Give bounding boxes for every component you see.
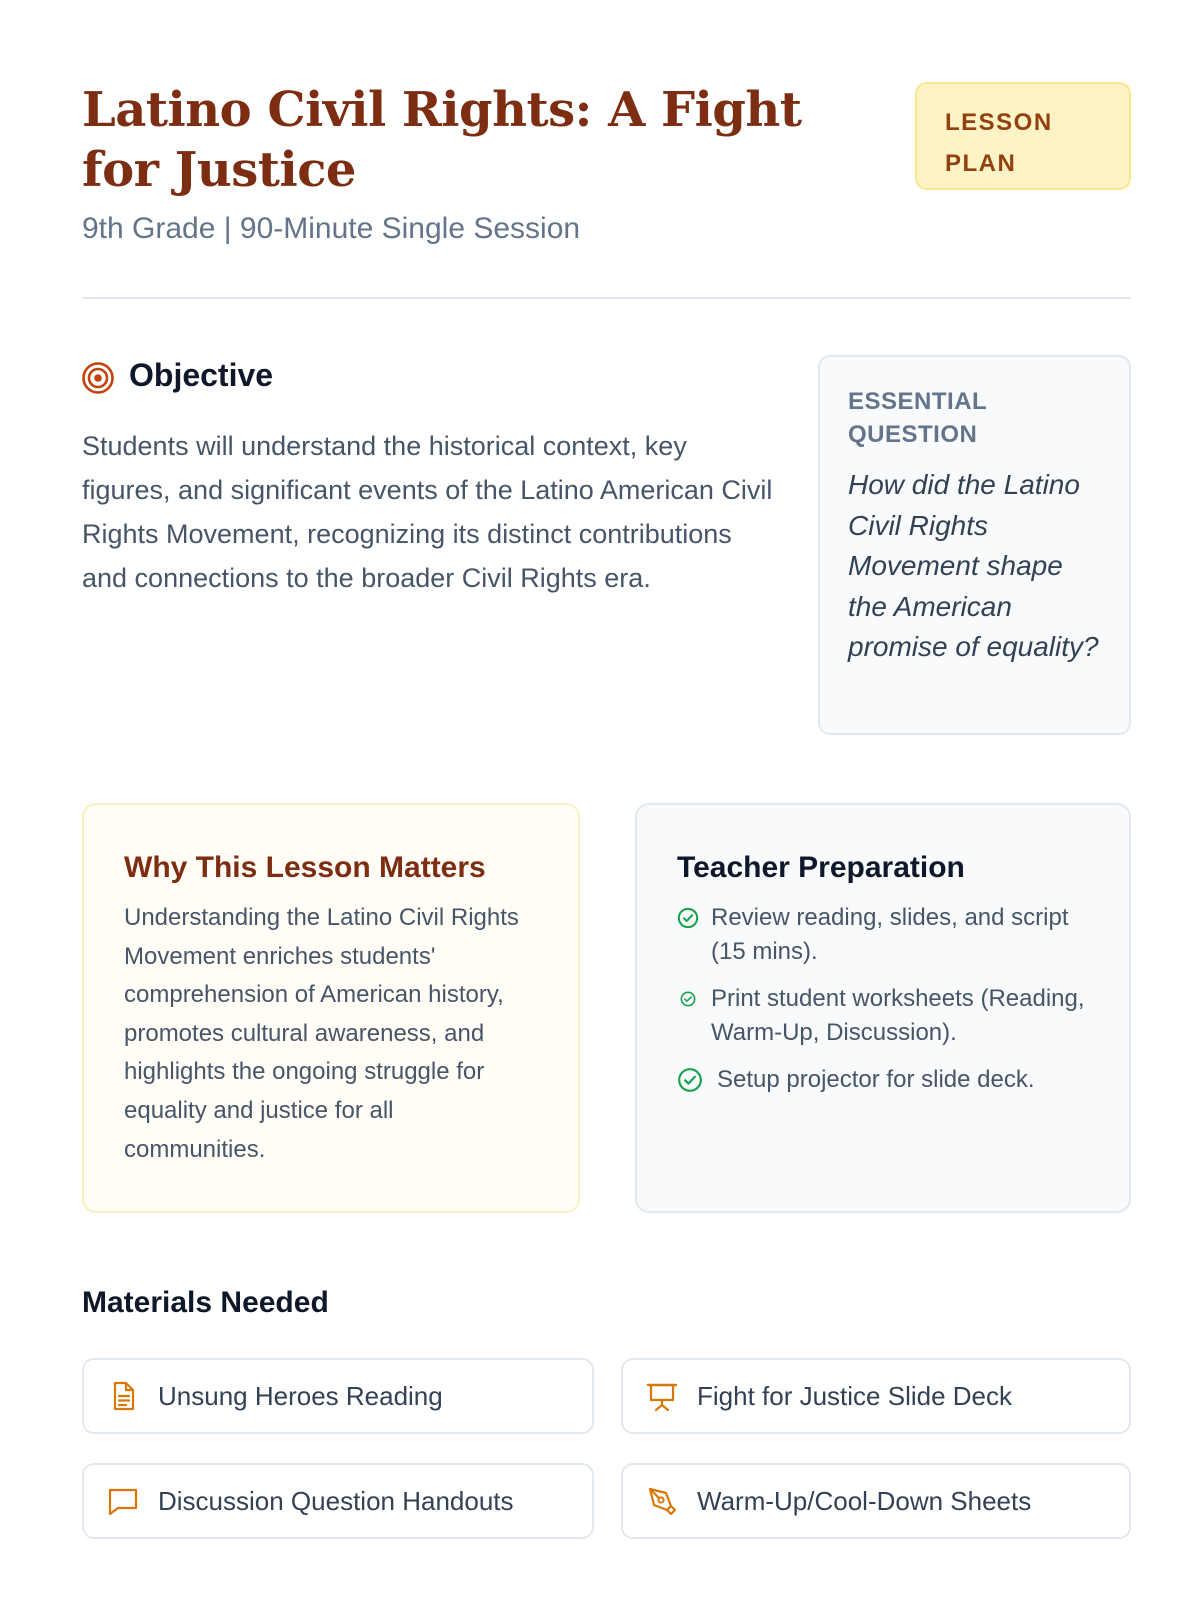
material-item-handouts (82, 1463, 594, 1539)
lesson-plan-badge: LESSON PLAN (915, 82, 1131, 190)
document-icon (106, 1379, 140, 1413)
check-circle-icon (677, 1067, 703, 1093)
page-title: Latino Civil Rights: A Fight for Justice (82, 82, 802, 198)
objective-text: Students will understand the historical context, key figures, and significant events of the Latino American Civil Rights Movement, recognizing its distinct contributions and connections to the broader Civil Rights era. (82, 431, 773, 593)
pen-tool-icon (645, 1484, 679, 1518)
essential-question-text: How did the Latino Civil Rights Movement shape the American promise of equality? (848, 469, 1099, 662)
header-divider (82, 297, 1131, 299)
teacher-preparation-heading: Teacher Preparation (677, 851, 965, 884)
target-icon (81, 361, 115, 395)
essential-question-card (818, 355, 1131, 735)
material-item-slide-deck (621, 1358, 1131, 1434)
check-circle-icon (680, 991, 696, 1007)
essential-question-label: ESSENTIAL QUESTION (848, 388, 987, 448)
page-subtitle: 9th Grade | 90-Minute Single Session (82, 212, 581, 245)
why-lesson-matters-text: Understanding the Latino Civil Rights Movement enriches students' comprehension of American history, promotes cultural awareness, and highlights the ongoing struggle for equality and justice for all communities. (124, 904, 519, 1163)
objective-heading: Objective (129, 357, 274, 393)
checklist-item-text: Review reading, slides, and script (15 mins). (711, 904, 1069, 965)
checklist-item (677, 901, 1089, 969)
checklist-item (677, 1063, 1089, 1097)
material-label: Unsung Heroes Reading (158, 1380, 443, 1411)
teacher-preparation-card (635, 803, 1131, 1213)
checklist-item-text: Print student worksheets (Reading, Warm-Up, Discussion). (711, 985, 1085, 1046)
speech-bubble-icon (106, 1484, 140, 1518)
material-label: Discussion Question Handouts (158, 1485, 514, 1516)
preparation-checklist (677, 901, 1089, 1097)
materials-heading: Materials Needed (82, 1286, 329, 1319)
check-circle-icon (677, 907, 699, 929)
why-lesson-matters-card (82, 803, 580, 1213)
checklist-item-text: Setup projector for slide deck. (717, 1066, 1035, 1093)
material-item-reading (82, 1358, 594, 1434)
why-lesson-matters-heading: Why This Lesson Matters (124, 851, 486, 884)
material-label: Warm-Up/Cool-Down Sheets (697, 1485, 1032, 1516)
material-item-sheets (621, 1463, 1131, 1539)
presentation-icon (645, 1379, 679, 1413)
material-label: Fight for Justice Slide Deck (697, 1380, 1013, 1411)
checklist-item (677, 982, 1089, 1050)
